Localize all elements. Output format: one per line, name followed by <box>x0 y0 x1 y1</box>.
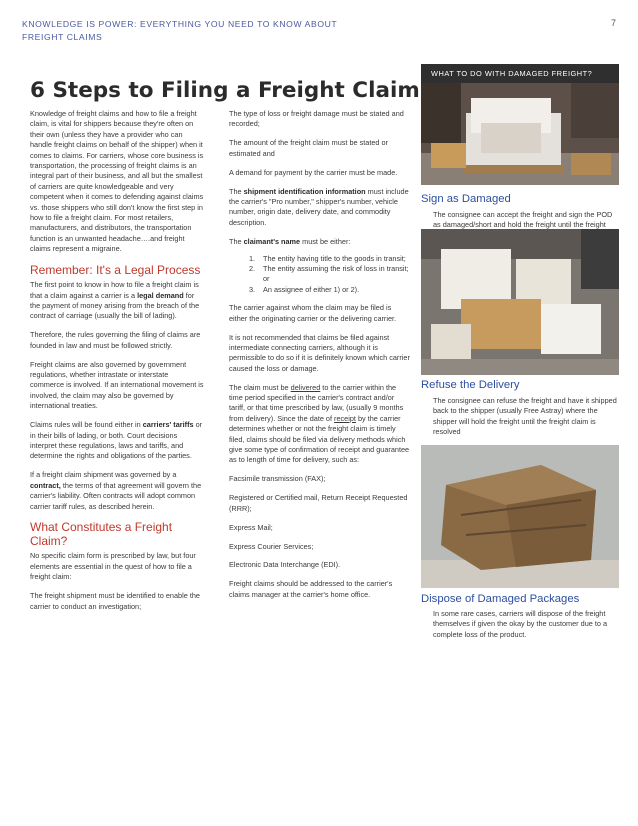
article-column-2 <box>229 109 411 609</box>
paragraph: The first point to know in how to file a freight claim is that a claim against a carrier is a legal demand for the payment of money arising from the breach of the contract of carriage (usually the bill of lading). <box>30 280 200 321</box>
paragraph: The freight shipment must be identified to enable the carrier to conduct an investigation; <box>30 591 200 611</box>
paragraph: If a freight claim shipment was governed by a contract, the terms of that agreement will govern the carrier's liability. Often contracts will adopt common carrier tariff rules, as described herein. <box>30 470 202 511</box>
paragraph: A demand for payment by the carrier must be made. <box>229 167 398 177</box>
running-header: KNOWLEDGE IS POWER: EVERYTHING YOU NEED TO KNOW ABOUT FREIGHT CLAIMS <box>22 19 338 42</box>
paragraph: The type of loss or freight damage must be stated and recorded; <box>229 109 404 129</box>
paragraph: Freight claims should be addressed to the carrier's claims manager at the carrier's home office. <box>229 579 393 599</box>
delivery-method: Express Courier Services; <box>229 541 314 551</box>
article-column-1 <box>30 109 204 620</box>
paragraph: No specific claim form is prescribed by law, but four elements are essential in the quest of how to file a freight claim: <box>30 551 196 582</box>
sidebar-text: The consignee can refuse the freight and have it shipped back to the shipper (usually Free Astray) where the shipper will hold the freight until the freight claim is resolved <box>433 396 617 437</box>
page-title: 6 Steps to Filing a Freight Claim <box>30 78 420 103</box>
delivery-method: Electronic Data Interchange (EDI). <box>229 560 341 570</box>
crushed-box-photo <box>421 445 619 588</box>
subheading-legal-process: Remember: It's a Legal Process <box>30 263 201 278</box>
paragraph: Claims rules will be found either in carriers' tariffs or in their bills of lading, or both. Court decisions interpret these regulations, laws and tariffs, and determine the rights and obligations of the parties. <box>30 420 203 461</box>
paragraph: Freight claims are also governed by government regulations, whether intrastate or interstate commerce is involved. If an international movement is involved, the claim may also be governed by international treaties. <box>30 359 204 411</box>
delivery-method: Express Mail; <box>229 522 273 532</box>
delivery-method: Facsimile transmission (FAX); <box>229 474 326 484</box>
damaged-pallet-photo <box>421 83 619 185</box>
paragraph: It is not recommended that claims be filed against intermediate connecting carriers, although it is permissible to do so if it is definitely known which carrier caused the loss or damage. <box>229 332 410 373</box>
damaged-boxes-photo <box>421 229 619 375</box>
subheading-what-constitutes: What Constitutes a Freight Claim? <box>30 520 173 549</box>
list-item: 2. The entity assuming the risk of loss in transit; or <box>249 263 409 284</box>
delivery-method: Registered or Certified mail, Return Receipt Requested (RRR); <box>229 493 408 513</box>
sidebar-heading: Refuse the Delivery <box>421 379 520 391</box>
paragraph: The amount of the freight claim must be stated or estimated and <box>229 138 388 158</box>
intro-paragraph: Knowledge of freight claims and how to file a freight claim, is vital for shippers because they're often on their own (unless they have a provider who can handle freight claims on behalf of the shipper) when it comes to claims. For carriers, whose core business is transportation, the processing of freight claims is an integral part of their business, and all but the smallest of carriers are quite knowledgeable and very competent when it comes to defending against claims vs. those shippers who still don't know the first step in how to file a freight claim. For most retailers, manufacturers, and distributors, the transportation function is an unwanted headache….and freight claims represent a migraine. <box>30 109 204 254</box>
claimant-list <box>251 254 411 296</box>
sidebar-text: The consignee can accept the freight and sign the POD as damaged/short and hold the freight until the freight <box>433 210 613 230</box>
page-number: 7 <box>610 18 616 28</box>
sidebar-heading: Sign as Damaged <box>421 193 511 205</box>
sidebar-text: In some rare cases, carriers will dispose of the freight themselves if given the okay by the customer due to a complete loss of the product. <box>433 609 608 639</box>
sidebar-banner: WHAT TO DO WITH DAMAGED FREIGHT? <box>421 64 619 83</box>
paragraph: Therefore, the rules governing the filing of claims are founded in law and must be followed strictly. <box>30 330 201 350</box>
paragraph: The claimant's name must be either: <box>229 236 351 246</box>
paragraph: The shipment identification information must include the carrier's "Pro number," shipper's number, vehicle number, origin date, delivery date, and commodity description. <box>229 186 409 227</box>
paragraph: The claim must be delivered to the carrier within the time period specified in the carrier's contract and/or tariff, or that time prescribed by law, (usually 9 months from delivery). Since the date of receipt by the carrier determines whether or not the freight claim is timely filed, claims should be filed via delivery methods which give some type of confirmation of receipt and guarantee as to length of time for delivery, such as: <box>229 382 410 465</box>
list-item: 3. An assignee of either 1) or 2). <box>249 284 360 294</box>
sidebar-heading: Dispose of Damaged Packages <box>421 593 580 605</box>
paragraph: The carrier against whom the claim may be filed is either the originating carrier or the delivering carrier. <box>229 303 397 323</box>
list-item: 1. The entity having title to the goods in transit; <box>249 253 406 263</box>
